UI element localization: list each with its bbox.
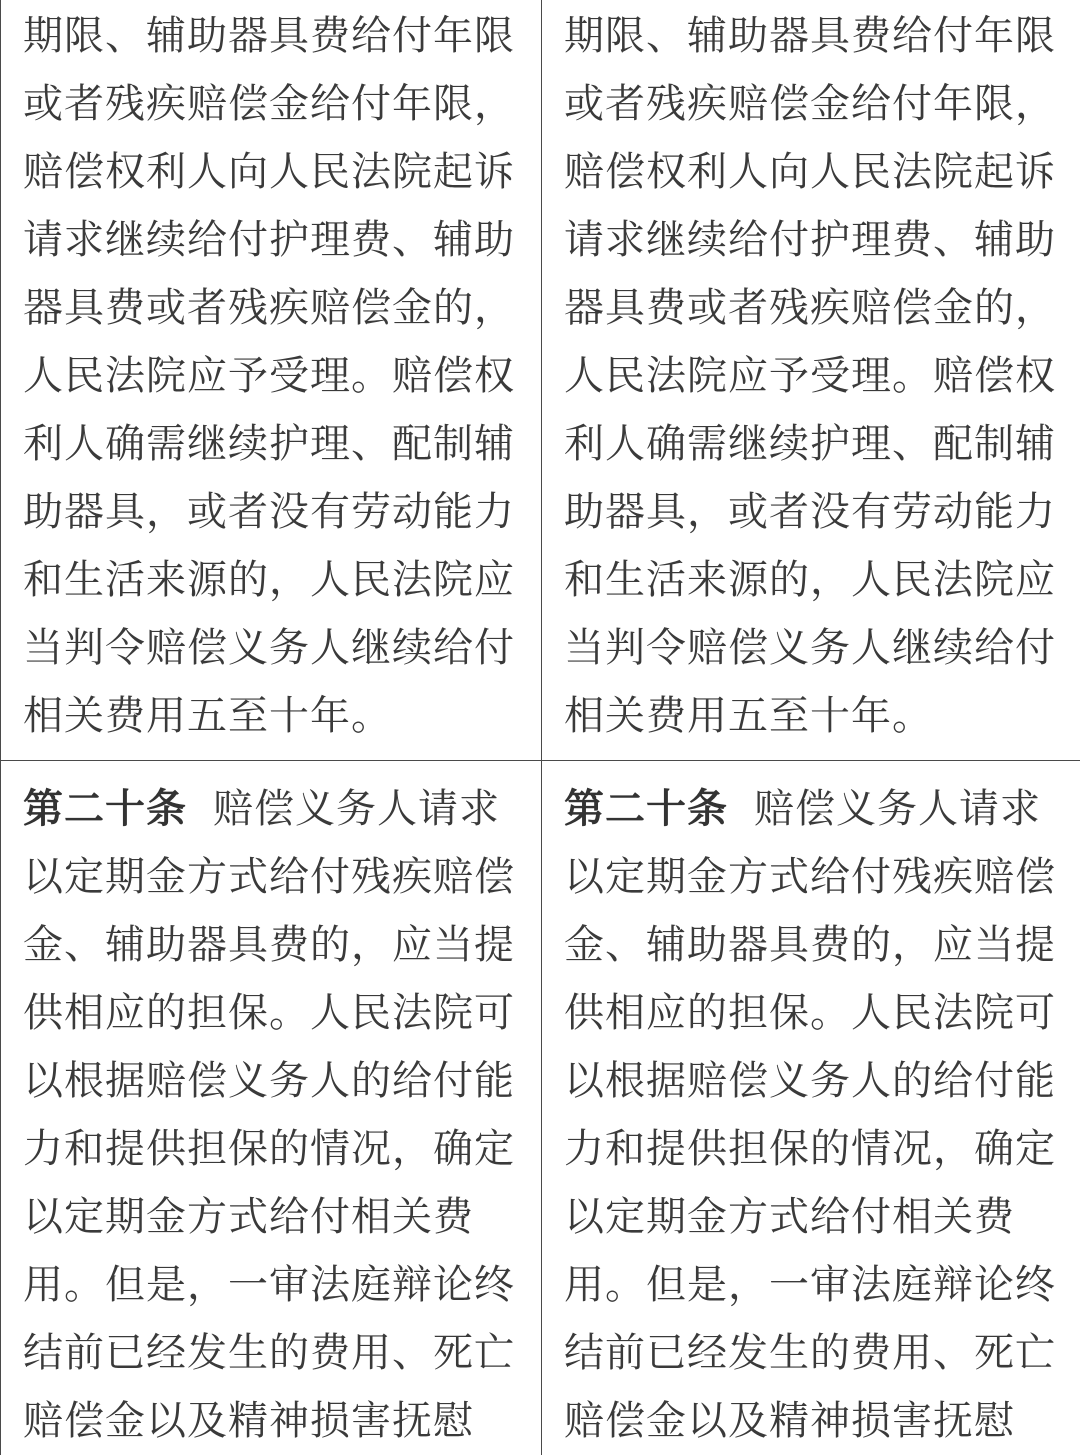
text-line: 相关费用五至十年。 <box>564 693 933 739</box>
text-line: 和生活来源的，人民法院应 <box>23 557 515 603</box>
text-line: 金、辅助器具费的，应当提 <box>564 922 1056 968</box>
text-line: 以根据赔偿义务人的给付能 <box>564 1058 1056 1104</box>
old-text-cell <box>1 761 542 1455</box>
text-line: 赔偿金以及精神损害抚慰 <box>23 1398 474 1444</box>
table-row <box>1 0 1080 761</box>
text-line: 力和提供担保的情况，确定 <box>564 1126 1056 1172</box>
text-line: 用。但是，一审法庭辩论终 <box>564 1262 1056 1308</box>
text-line: 力和提供担保的情况，确定 <box>23 1126 515 1172</box>
article-number: 第二十条 <box>564 786 728 832</box>
text-line: 赔偿义务人请求 <box>754 786 1041 832</box>
text-line: 赔偿金以及精神损害抚慰 <box>564 1398 1015 1444</box>
text-line: 助器具，或者没有劳动能力 <box>564 489 1056 535</box>
text-line: 赔偿权利人向人民法院起诉 <box>23 149 515 195</box>
text-line: 助器具，或者没有劳动能力 <box>23 489 515 535</box>
text-line: 供相应的担保。人民法院可 <box>564 990 1056 1036</box>
text-line: 利人确需继续护理、配制辅 <box>564 421 1056 467</box>
text-line: 人民法院应予受理。赔偿权 <box>23 353 515 399</box>
text-line: 赔偿义务人请求 <box>213 786 500 832</box>
text-line: 器具费或者残疾赔偿金的， <box>23 285 515 331</box>
new-text-cell <box>542 761 1080 1455</box>
text-line: 期限、辅助器具费给付年限 <box>23 13 515 59</box>
text-line: 用。但是，一审法庭辩论终 <box>23 1262 515 1308</box>
text-line: 以定期金方式给付相关费 <box>23 1194 474 1240</box>
text-line: 当判令赔偿义务人继续给付 <box>23 625 515 671</box>
new-text-cell <box>542 0 1080 761</box>
text-line: 金、辅助器具费的，应当提 <box>23 922 515 968</box>
text-line: 人民法院应予受理。赔偿权 <box>564 353 1056 399</box>
text-line: 请求继续给付护理费、辅助 <box>564 217 1056 263</box>
text-line: 或者残疾赔偿金给付年限， <box>23 81 515 127</box>
text-line: 结前已经发生的费用、死亡 <box>23 1330 515 1376</box>
text-line: 期限、辅助器具费给付年限 <box>564 13 1056 59</box>
text-line: 相关费用五至十年。 <box>23 693 392 739</box>
text-line: 以定期金方式给付残疾赔偿 <box>564 854 1056 900</box>
old-text-cell <box>1 0 542 761</box>
article-number: 第二十条 <box>23 786 187 832</box>
text-line: 赔偿权利人向人民法院起诉 <box>564 149 1056 195</box>
text-line: 供相应的担保。人民法院可 <box>23 990 515 1036</box>
table-row <box>1 761 1080 1455</box>
text-line: 结前已经发生的费用、死亡 <box>564 1330 1056 1376</box>
text-line: 请求继续给付护理费、辅助 <box>23 217 515 263</box>
text-line: 器具费或者残疾赔偿金的， <box>564 285 1056 331</box>
article-first-line <box>23 775 521 843</box>
text-line: 以定期金方式给付相关费 <box>564 1194 1015 1240</box>
text-line: 以定期金方式给付残疾赔偿 <box>23 854 515 900</box>
text-line: 以根据赔偿义务人的给付能 <box>23 1058 515 1104</box>
article-first-line <box>564 775 1061 843</box>
text-line: 和生活来源的，人民法院应 <box>564 557 1056 603</box>
text-line: 或者残疾赔偿金给付年限， <box>564 81 1056 127</box>
text-line: 利人确需继续护理、配制辅 <box>23 421 515 467</box>
text-line: 当判令赔偿义务人继续给付 <box>564 625 1056 671</box>
